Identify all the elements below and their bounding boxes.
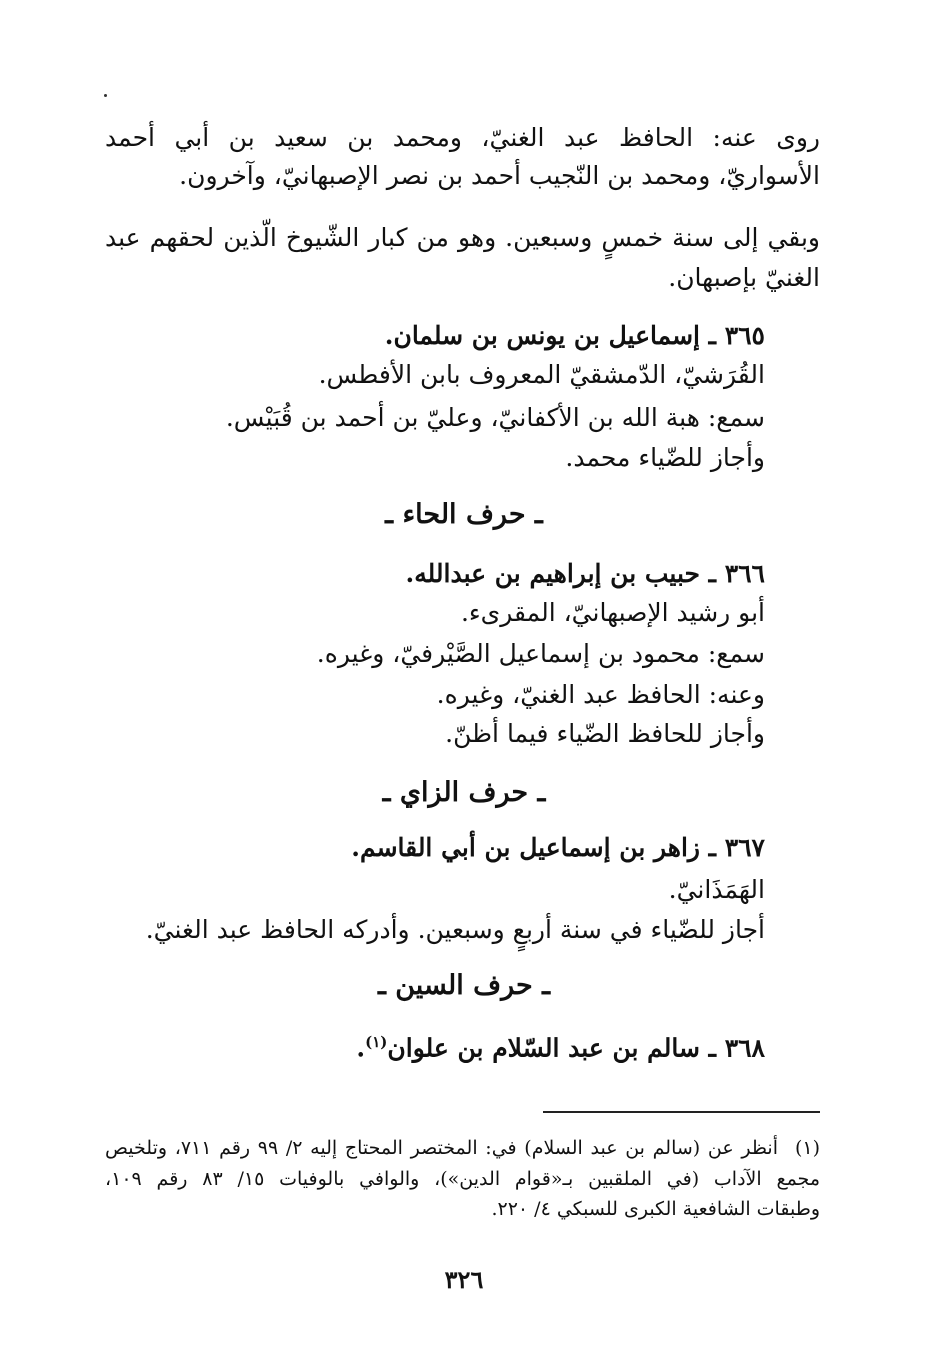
entry-365-title: ٣٦٥ ـ إسماعيل بن يونس بن سلمان. <box>384 321 765 350</box>
entry-366-title: ٣٦٦ ـ حبيب بن إبراهيم بن عبدالله. <box>405 559 765 588</box>
footnote-number: (١) <box>794 1137 820 1159</box>
footnote-line-3: وطبقات الشافعية الكبرى للسبكي ٤/ ٢٢٠. <box>491 1198 820 1220</box>
entry-368-period: . <box>356 1033 366 1063</box>
entry-366-line-3: وعنه: الحافظ عبد الغنيّ، وغيره. <box>436 680 765 709</box>
entry-367-line-2: أجاز للضّياء في سنة أربعٍ وسبعين. وأدركه الحافظ عبد الغنيّ. <box>145 915 765 944</box>
page-number: ٣٢٦ <box>444 1265 484 1294</box>
entry-365-line-3: وأجاز للضّياء محمد. <box>565 443 765 472</box>
entry-366-line-4: وأجاز للحافظ الضّياء فيما أظنّ. <box>445 719 765 748</box>
entry-368-title-text: ٣٦٨ ـ سالم بن عبد السّلام بن علوان <box>387 1033 765 1063</box>
footnote-reference: (١) <box>365 1033 388 1051</box>
intro-paragraph-2-line-1: وبقي إلى سنة خمسٍ وسبعين. وهو من كبار الشّيوخ الّذين لحقهم عبد <box>105 223 820 252</box>
footnote-line-2: مجمع الآداب (في الملقبين بـ«قوام الدين»)، والوافي بالوفيات ١٥/ ٨٣ رقم ١٠٩، <box>105 1168 820 1190</box>
entry-367-title: ٣٦٧ ـ زاهر بن إسماعيل بن أبي القاسم. <box>351 833 765 862</box>
intro-paragraph-1-line-1: روى عنه: الحافظ عبد الغنيّ، ومحمد بن سعيد بن أبي أحمد <box>105 123 820 152</box>
section-heading-zay: ـ حرف الزاي ـ <box>382 777 546 808</box>
section-heading-seen: ـ حرف السين ـ <box>377 970 551 1001</box>
intro-paragraph-2-line-2: الغنيّ بإصبهان. <box>668 263 820 292</box>
entry-366-line-1: أبو رشيد الإصبهانيّ، المقرىء. <box>460 598 765 627</box>
intro-paragraph-1-line-2: الأسواريّ، ومحمد بن النّجيب أحمد بن نصر الإصبهانيّ، وآخرون. <box>179 161 820 190</box>
entry-365-line-2: سمع: هبة الله بن الأكفانيّ، وعليّ بن أحمد بن قُبَيْس. <box>225 403 765 432</box>
footnote-separator <box>543 1111 820 1113</box>
entry-366-line-2: سمع: محمود بن إسماعيل الصَّيْرفيّ، وغيره. <box>316 639 765 668</box>
section-heading-haa: ـ حرف الحاء ـ <box>385 499 543 530</box>
entry-368-title <box>356 1024 765 1066</box>
ink-speck <box>104 94 107 97</box>
entry-365-line-1: القُرَشيّ، الدّمشقيّ المعروف بابن الأفطس. <box>318 360 765 389</box>
entry-367-line-1: الهَمَذَانيّ. <box>668 875 765 904</box>
footnote-line-1: أنظر عن (سالم بن عبد السلام) في: المختصر المحتاج إليه ٢/ ٩٩ رقم ٧١١، وتلخيص <box>105 1137 778 1159</box>
